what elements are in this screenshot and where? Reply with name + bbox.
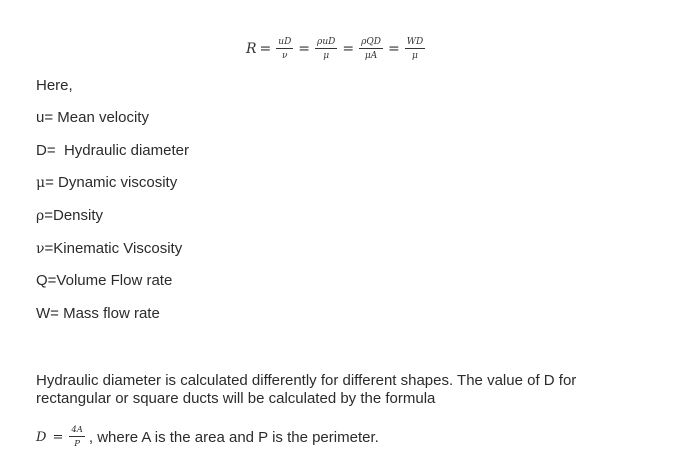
fraction-1 <box>276 37 293 61</box>
fraction-denominator: P <box>74 439 80 449</box>
equals-sign: = <box>387 41 400 57</box>
hydraulic-diameter-paragraph: Hydraulic diameter is calculated differently for different shapes. The value of D for rectangular or square ducts will be calculated by the formula <box>36 372 577 407</box>
definition-item <box>36 272 189 290</box>
fraction-numerator: uD <box>278 37 292 47</box>
fraction-2 <box>315 37 337 61</box>
formula-explanation: , where A is the area and P is the perimeter. <box>88 428 379 446</box>
definition-item <box>36 174 189 192</box>
definition-text: = Hydraulic diameter <box>46 141 189 159</box>
definition-symbol: W <box>36 305 51 323</box>
fraction-numerator: ρQD <box>361 37 381 47</box>
definition-item <box>36 240 189 258</box>
hydraulic-diameter-formula <box>36 424 379 450</box>
definition-item <box>36 109 189 127</box>
fraction-numerator: 4A <box>71 425 83 435</box>
definition-text: =Density <box>44 207 104 225</box>
fraction-numerator: WD <box>406 37 424 47</box>
definition-text: = Mean velocity <box>44 109 149 126</box>
reynolds-number-formula <box>246 34 427 64</box>
definition-item <box>36 305 189 323</box>
formula-lhs: R <box>246 41 257 57</box>
equals-sign: = <box>259 41 272 57</box>
definition-text: =Kinematic Viscosity <box>44 239 183 257</box>
fraction-denominator: μ <box>323 51 330 61</box>
definition-symbol: u <box>36 109 45 126</box>
definition-symbol: D <box>36 141 47 159</box>
fraction <box>69 425 85 449</box>
equals-sign: = <box>298 41 311 57</box>
fraction-denominator: μ <box>412 51 418 61</box>
fraction-denominator: μA <box>364 51 378 61</box>
formula-lhs: D <box>36 429 47 445</box>
fraction-denominator: ν <box>282 51 288 61</box>
fraction-4 <box>405 37 425 61</box>
fraction-3 <box>359 37 383 61</box>
here-label: Here, <box>36 77 73 94</box>
definition-text: =Volume Flow rate <box>47 272 173 290</box>
definitions-list <box>36 109 189 338</box>
fraction-numerator: ρuD <box>317 37 336 47</box>
definition-symbol: Q <box>36 272 48 290</box>
definition-symbol: μ <box>36 175 46 192</box>
definition-symbol: ρ <box>36 208 45 225</box>
definition-text: = Mass flow rate <box>50 305 160 323</box>
equals-sign: = <box>342 41 355 57</box>
equals-sign: = <box>52 429 64 445</box>
definition-item <box>36 142 189 160</box>
definition-text: = Dynamic viscosity <box>45 174 178 192</box>
definition-item <box>36 207 189 225</box>
definition-symbol: ν <box>36 240 45 257</box>
